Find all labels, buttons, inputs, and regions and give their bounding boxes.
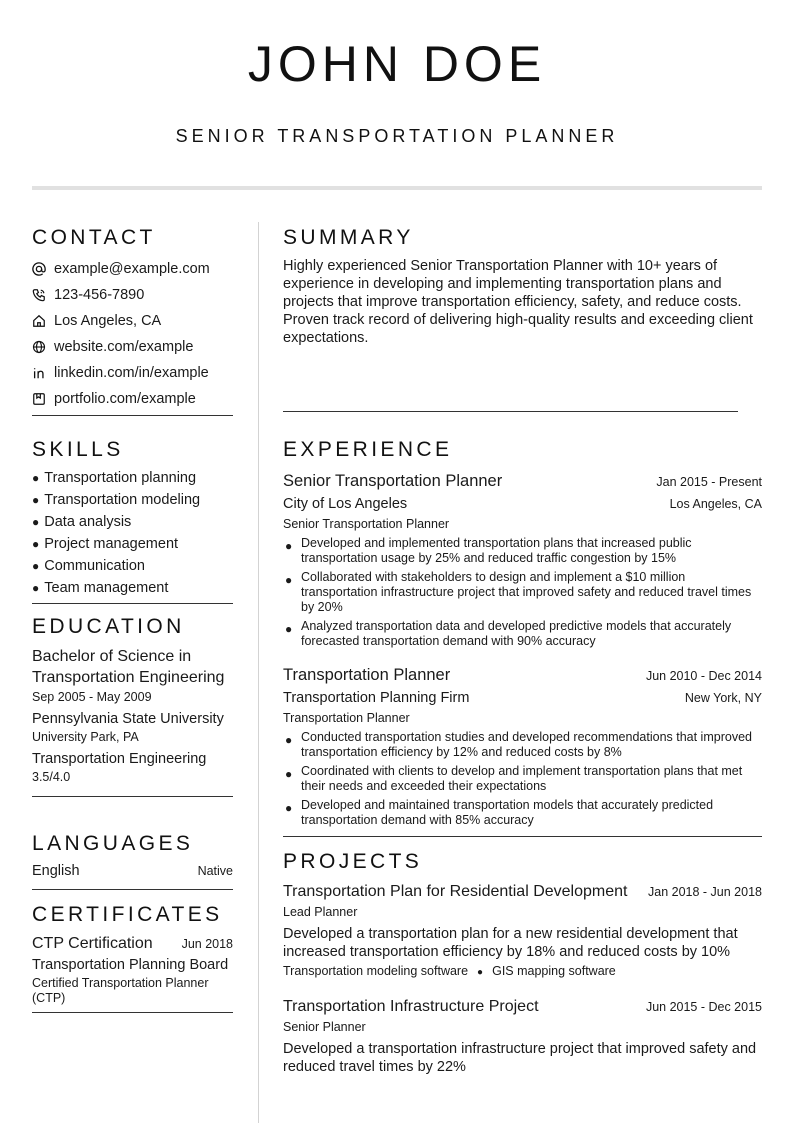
projects-section [283, 849, 762, 1076]
job-bullet: ● Developed and implemented transportation plans that increased public transportation usage by 25% and reduced traffic congestion by 15% [285, 536, 692, 565]
contact-email-text: example@example.com [54, 261, 210, 277]
job-entry [283, 469, 762, 649]
job-bullet: ● Developed and maintained transportation models that accurately predicted transportation demand with 85% accuracy [285, 798, 714, 827]
education-degree: Bachelor of Science in Transportation Engineering [32, 648, 225, 686]
project-role: Lead Planner [283, 905, 358, 919]
certificate-detail: Certified Transportation Planner (CTP) [32, 976, 209, 1005]
project-description: Developed a transportation infrastructure project that improved safety and reduced travel times by 22% [283, 1041, 757, 1075]
summary-divider [283, 411, 738, 412]
contact-email[interactable] [32, 256, 233, 282]
contact-portfolio[interactable] [32, 386, 233, 412]
language-name: English [32, 863, 80, 879]
experience-section [283, 437, 762, 837]
skills-divider [32, 603, 233, 604]
experience-divider [283, 836, 762, 837]
languages-heading: LANGUAGES [32, 832, 194, 855]
job-dates: Jan 2015 - Present [656, 475, 762, 489]
summary-heading: SUMMARY [283, 226, 414, 249]
education-dates: Sep 2005 - May 2009 [32, 690, 152, 704]
project-role: Senior Planner [283, 1020, 366, 1034]
contact-location [32, 308, 233, 334]
summary-text: Highly experienced Senior Transportation Planner with 10+ years of experience in developing and implementing transportation plans and projects that improve transportation efficiency, safety, and reduce costs. Proven track record of delivering high-quality results and exceeding client expectations. [283, 258, 753, 346]
contact-section [32, 225, 233, 416]
project-tool: GIS mapping software [492, 964, 616, 978]
contact-heading: CONTACT [32, 226, 156, 249]
project-description: Developed a transportation plan for a new residential development that increased transportation efficiency by 18% and reduced costs by 10% [283, 926, 738, 960]
skills-section [32, 437, 233, 604]
contact-phone-text: 123-456-7890 [54, 287, 145, 303]
job-bullet: ● Collaborated with stakeholders to design and implement a $10 million transportation infrastructure project that improved safety and reduced travel times by 20% [285, 570, 752, 614]
job-bullet: ● Conducted transportation studies and developed recommendations that improved transportation efficiency by 12% and reduced costs by 8% [285, 730, 752, 759]
skill-item: ● Team management [32, 580, 169, 596]
job-dates: Jun 2010 - Dec 2014 [645, 669, 762, 683]
skill-item: ● Data analysis [32, 514, 132, 530]
job-entry [283, 663, 762, 828]
skills-heading: SKILLS [32, 438, 124, 461]
languages-divider [32, 889, 233, 890]
job-title: SENIOR TRANSPORTATION PLANNER [175, 126, 619, 146]
education-location: University Park, PA [32, 730, 139, 744]
certificates-divider [32, 1012, 233, 1013]
project-name: Transportation Infrastructure Project [283, 998, 539, 1015]
job-role: Transportation Planner [283, 666, 451, 684]
project-name: Transportation Plan for Residential Development [283, 883, 628, 900]
project-dates: Jan 2018 - Jun 2018 [648, 885, 762, 899]
contact-website[interactable] [32, 334, 233, 360]
job-bullet: ● Analyzed transportation data and developed predictive models that accurately forecasted transportation demand with 90% accuracy [285, 619, 732, 648]
contact-divider [32, 415, 233, 416]
certificates-heading: CERTIFICATES [32, 903, 223, 926]
certificate-date: Jun 2018 [181, 937, 233, 951]
language-level: Native [197, 864, 233, 878]
certificate-name: CTP Certification [32, 935, 153, 952]
header-divider [32, 186, 762, 190]
project-tool: Transportation modeling software [283, 964, 469, 978]
certificates-section [32, 902, 233, 1013]
job-role: Senior Transportation Planner [283, 472, 503, 490]
portfolio-icon [32, 392, 46, 406]
job-subtitle: Transportation Planner [283, 711, 410, 725]
home-icon [32, 314, 46, 328]
job-company: Transportation Planning Firm [283, 690, 470, 706]
contact-phone[interactable] [32, 282, 233, 308]
job-company: City of Los Angeles [283, 496, 408, 512]
project-tools: Transportation modeling software ● GIS mapping software [283, 964, 616, 978]
phone-icon [32, 288, 46, 302]
language-item [32, 861, 233, 881]
job-location: New York, NY [684, 691, 762, 705]
certificate-issuer: Transportation Planning Board [32, 957, 229, 973]
certificate-item [32, 933, 233, 954]
education-school: Pennsylvania State University [32, 711, 224, 727]
languages-section [32, 831, 233, 890]
candidate-name: JOHN DOE [247, 36, 547, 92]
job-bullet: ● Coordinated with clients to develop and implement transportation plans that met their needs and exceeded their expectations [285, 764, 743, 793]
contact-linkedin[interactable] [32, 360, 233, 386]
linkedin-icon [32, 366, 46, 380]
projects-heading: PROJECTS [283, 850, 423, 873]
column-divider [258, 222, 259, 1123]
job-subtitle: Senior Transportation Planner [283, 517, 450, 531]
skill-item: ● Project management [32, 536, 179, 552]
job-location: Los Angeles, CA [669, 497, 762, 511]
skill-item: ● Transportation modeling [32, 492, 201, 508]
summary-section [283, 225, 762, 347]
education-field: Transportation Engineering [32, 751, 207, 767]
globe-icon [32, 340, 46, 354]
experience-heading: EXPERIENCE [283, 438, 453, 461]
contact-location-text: Los Angeles, CA [54, 313, 162, 329]
at-sign-icon [32, 262, 46, 276]
project-dates: Jun 2015 - Dec 2015 [645, 1000, 762, 1014]
education-section [32, 614, 233, 797]
project-entry [283, 996, 762, 1076]
education-gpa: 3.5/4.0 [32, 770, 71, 784]
education-heading: EDUCATION [32, 615, 185, 638]
skill-item: ● Transportation planning [32, 470, 197, 486]
contact-linkedin-text: linkedin.com/in/example [54, 365, 209, 381]
skill-item: ● Communication [32, 558, 145, 574]
education-divider [32, 796, 233, 797]
contact-portfolio-text: portfolio.com/example [54, 391, 196, 407]
contact-website-text: website.com/example [54, 339, 194, 355]
project-entry [283, 881, 762, 982]
